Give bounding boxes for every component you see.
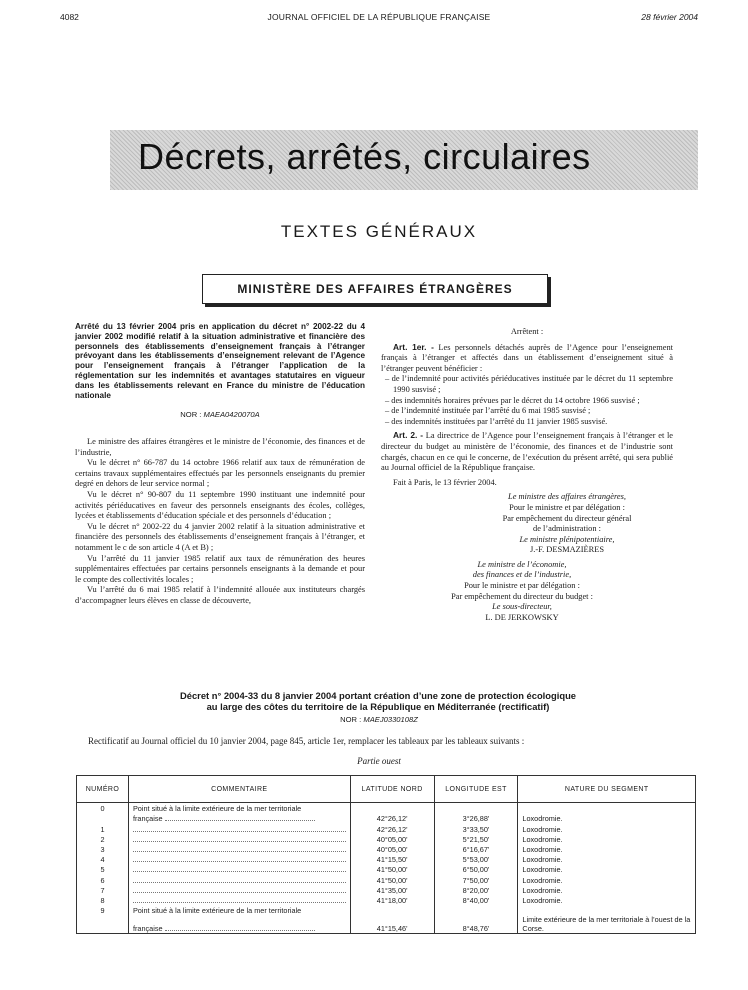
preamble-paragraph: Vu le décret n° 90-807 du 11 septembre 1990 instituant une indemnité pour activités périéducatives en faveur des personnels enseignants des écoles, collèges, lycées et établissements d’éducation spéciale et des personnels d’éducation ; xyxy=(75,489,365,521)
row-nature: Loxodromie. xyxy=(518,864,696,874)
row-number: 8 xyxy=(77,895,129,905)
article-2 xyxy=(381,430,673,473)
row-number: 5 xyxy=(77,864,129,874)
segments-table xyxy=(76,775,696,934)
column-header: LONGITUDE EST xyxy=(434,776,518,803)
signature-line: Le sous-directeur, xyxy=(492,602,552,612)
row-nature: Loxodromie. xyxy=(518,885,696,895)
signature-line: Pour le ministre et par délégation : xyxy=(509,502,625,512)
row-comment-dots xyxy=(128,854,350,864)
signature-line: Pour le ministre et par délégation : xyxy=(464,581,580,591)
row-nature: Loxodromie. xyxy=(518,854,696,864)
ministry-box xyxy=(202,274,548,304)
signature-block-2 xyxy=(371,560,673,624)
row-number: 4 xyxy=(77,854,129,864)
signature-line: Le ministre des affaires étrangères, xyxy=(508,492,626,502)
arrete-nor xyxy=(75,410,365,421)
row-number: 2 xyxy=(77,834,129,844)
nor-code: MAEJ0330108Z xyxy=(363,715,418,724)
decree-title-line: au large des côtes du territoire de la République en Méditerranée (rectificatif) xyxy=(206,701,550,712)
row-longitude: 8°40,00' xyxy=(434,895,518,905)
row-nature: Loxodromie. xyxy=(518,895,696,905)
left-column xyxy=(75,322,365,606)
row-longitude: 7°50,00' xyxy=(434,874,518,884)
publication-date: 28 février 2004 xyxy=(641,12,698,22)
table-row-continuation xyxy=(77,915,696,934)
journal-title: JOURNAL OFFICIEL DE LA RÉPUBLIQUE FRANÇAISE xyxy=(267,12,491,22)
rectificatif-text: Rectificatif au Journal officiel du 10 janvier 2004, page 845, article 1er, remplacer les tableaux par les tableaux suivants : xyxy=(88,736,525,746)
table-row xyxy=(77,803,696,814)
row-longitude: 8°20,00' xyxy=(434,885,518,895)
row-comment-continued: française xyxy=(128,915,350,934)
signatory-name: L. DE JERKOWSKY xyxy=(485,612,559,622)
arrete-title: Arrêté du 13 février 2004 pris en application du décret n° 2002-22 du 4 janvier 2002 modifié relatif à la situation administrative et financière des personnels des établissements d’enseignement français à l’étranger prévoyant dans les établissements d’enseignement relevant de l’Agence pour l’enseignement français à l’étranger l’application de la réglementation sur les indemnités et avantages statutaires en vigueur dans les établissements relevant en France du ministre de l’éducation nationale xyxy=(75,322,365,400)
nor-label: NOR : xyxy=(340,715,362,724)
row-number: 3 xyxy=(77,844,129,854)
table-row xyxy=(77,844,696,854)
row-latitude: 41°15,50' xyxy=(350,854,434,864)
row-comment-dots xyxy=(128,823,350,833)
fait-a-paris: Fait à Paris, le 13 février 2004. xyxy=(393,477,497,487)
article-1-item: – des indemnités horaires prévues par le décret du 14 octobre 1966 susvisé ; xyxy=(385,395,640,405)
preamble-paragraph: Vu le décret n° 66-787 du 14 octobre 1966 relatif aux taux de rémunération de certains travaux supplémentaires effectués par les personnels enseignants du premier degré en dehors de leur service normal ; xyxy=(75,458,365,489)
table-row xyxy=(77,823,696,833)
row-longitude: 8°48,76' xyxy=(434,915,518,934)
preamble-paragraph: Vu l’arrêté du 11 janvier 1985 relatif aux taux de rémunération des heures supplémentaires effectuées par certains personnels enseignants à la demande et pour le compte des collectivités locales ; xyxy=(75,553,365,584)
row-latitude: 40°05,00' xyxy=(350,834,434,844)
banner-title: Décrets, arrêtés, circulaires xyxy=(138,136,591,177)
table-row-continuation xyxy=(77,813,696,823)
arretent: Arrêtent : xyxy=(510,327,544,336)
column-header: NATURE DU SEGMENT xyxy=(518,776,696,803)
row-longitude: 5°21,50' xyxy=(434,834,518,844)
signature-line: Le ministre de l’économie, xyxy=(477,559,567,569)
row-nature: Limite extérieure de la mer territoriale à l’ouest de la Corse. xyxy=(518,915,696,934)
nor-code: MAEA0420070A xyxy=(203,410,260,420)
signature-line: Par empêchement du directeur du budget : xyxy=(451,591,593,601)
column-header: COMMENTAIRE xyxy=(128,776,350,803)
row-nature: Loxodromie. xyxy=(518,874,696,884)
row-nature: Loxodromie. xyxy=(518,834,696,844)
row-number: 0 xyxy=(77,803,129,814)
row-comment-dots xyxy=(128,844,350,854)
row-latitude: 40°05,00' xyxy=(350,844,434,854)
row-latitude: 41°18,00' xyxy=(350,895,434,905)
decree-nor xyxy=(60,715,698,724)
ministry-name: MINISTÈRE DES AFFAIRES ÉTRANGÈRES xyxy=(237,282,513,296)
signature-line: de l’administration : xyxy=(533,524,601,534)
table-header-row xyxy=(77,776,696,803)
decree-title xyxy=(100,690,656,712)
table-row xyxy=(77,864,696,874)
row-comment-continued: française xyxy=(128,813,350,823)
row-nature: Loxodromie. xyxy=(518,823,696,833)
article-2-label: Art. 2. - xyxy=(393,430,424,441)
preamble-paragraph: Le ministre des affaires étrangères et le ministre de l’économie, des finances et de l’industrie, xyxy=(75,436,365,457)
preamble-paragraph: Vu le décret n° 2002-22 du 4 janvier 2002 relatif à la situation administrative et financière des personnels des établissements d’enseignement français à l’étranger, et notamment le c de son article 4 (A et B) ; xyxy=(75,521,365,552)
signatory-name: J.-F. DESMAZIÈRES xyxy=(529,545,604,555)
table-row xyxy=(77,874,696,884)
row-comment: Point situé à la limite extérieure de la mer territoriale xyxy=(128,905,350,915)
row-comment-dots xyxy=(128,864,350,874)
table-row xyxy=(77,854,696,864)
row-longitude: 6°16,67' xyxy=(434,844,518,854)
row-number: 1 xyxy=(77,823,129,833)
article-1-label: Art. 1er. - xyxy=(393,341,434,352)
signature-line: des finances et de l’industrie, xyxy=(472,570,572,580)
row-longitude: 3°33,50' xyxy=(434,823,518,833)
table-row xyxy=(77,895,696,905)
article-1-item: – des indemnités instituées par l’arrêté du 11 janvier 1985 susvisé. xyxy=(385,416,608,426)
preamble-paragraph: Vu l’arrêté du 6 mai 1985 relatif à l’indemnité allouée aux instituteurs chargés d’accompagner leurs élèves en classe de découverte, xyxy=(75,585,365,605)
row-comment-dots xyxy=(128,834,350,844)
page-number: 4082 xyxy=(60,12,79,22)
page-header xyxy=(60,12,698,26)
partie-ouest: Partie ouest xyxy=(357,756,401,766)
signature-block-1 xyxy=(461,492,673,556)
row-comment-dots xyxy=(128,885,350,895)
article-1-item: – de l’indemnité pour activités périéducatives instituée par le décret du 11 septembre 1990 susvisé ; xyxy=(385,374,673,394)
article-1-text: Les personnels détachés auprès de l’Agence pour l’enseignement français à l’étranger et affectés dans un établissement d’enseignement situé à l’étranger peuvent bénéficier : xyxy=(381,342,673,373)
right-column xyxy=(381,327,673,623)
row-latitude: 42°26,12' xyxy=(350,813,434,823)
row-comment-dots xyxy=(128,895,350,905)
column-header: NUMÉRO xyxy=(77,776,129,803)
row-nature: Loxodromie. xyxy=(518,813,696,823)
row-latitude: 41°35,00' xyxy=(350,885,434,895)
article-1 xyxy=(381,342,673,375)
table-body xyxy=(77,803,696,934)
row-latitude: 41°50,00' xyxy=(350,874,434,884)
article-1-item: – de l’indemnité instituée par l’arrêté du 6 mai 1985 susvisé ; xyxy=(385,406,591,416)
column-header: LATITUDE NORD xyxy=(350,776,434,803)
row-longitude: 3°26,88' xyxy=(434,813,518,823)
table-row xyxy=(77,885,696,895)
table-row xyxy=(77,834,696,844)
row-latitude: 42°26,12' xyxy=(350,823,434,833)
section-title: TEXTES GÉNÉRAUX xyxy=(280,222,478,241)
row-latitude: 41°50,00' xyxy=(350,864,434,874)
section-banner xyxy=(110,130,698,190)
row-latitude: 41°15,46' xyxy=(350,915,434,934)
row-longitude: 5°53,00' xyxy=(434,854,518,864)
row-longitude: 6°50,00' xyxy=(434,864,518,874)
nor-label: NOR : xyxy=(180,410,202,420)
row-comment-dots xyxy=(128,874,350,884)
row-number: 7 xyxy=(77,885,129,895)
signature-line: Le ministre plénipotentiaire, xyxy=(519,534,615,544)
row-number: 9 xyxy=(77,905,129,915)
signature-line: Par empêchement du directeur général xyxy=(502,513,632,523)
row-nature: Loxodromie. xyxy=(518,844,696,854)
row-comment: Point situé à la limite extérieure de la mer territoriale xyxy=(128,803,350,814)
row-number: 6 xyxy=(77,874,129,884)
decree-title-line: Décret n° 2004-33 du 8 janvier 2004 portant création d’une zone de protection écologique xyxy=(179,690,577,701)
article-2-text: La directrice de l’Agence pour l’enseignement français à l’étranger et le directeur du budget au ministère de l’économie, des finances et de l’industrie sont chargés, chacun en ce qui le concerne, de l’exécution du présent arrêté, qui sera publié au Journal officiel de la République française. xyxy=(381,431,673,473)
table-row xyxy=(77,905,696,915)
